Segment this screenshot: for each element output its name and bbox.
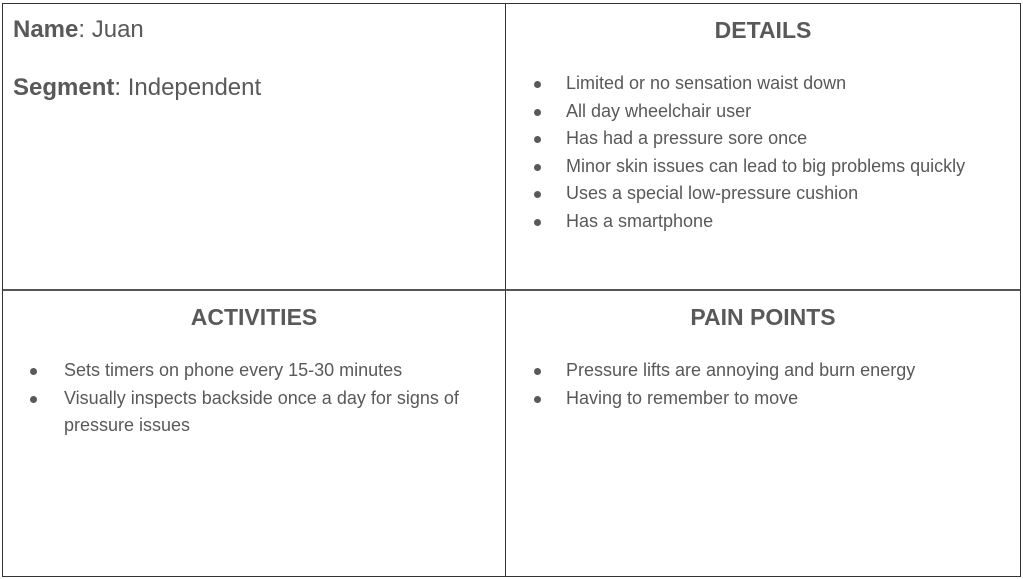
bullet-dot-icon (534, 81, 541, 88)
segment-value: Independent (127, 74, 262, 101)
list-item: Uses a special low-pressure cushion (506, 180, 1020, 208)
bullet-dot-icon (534, 164, 541, 171)
pain-points-cell (506, 291, 1020, 576)
name-value: Juan (91, 16, 144, 43)
bullet-dot-icon (30, 396, 37, 403)
bullet-dot-icon (534, 191, 541, 198)
pain-points-heading: PAIN POINTS (690, 304, 836, 330)
activities-heading: ACTIVITIES (190, 304, 318, 330)
list-item: Sets timers on phone every 15-30 minutes (3, 357, 505, 385)
profile-cell (3, 4, 506, 291)
activities-list (3, 357, 505, 440)
list-item: Has had a pressure sore once (506, 125, 1020, 153)
bullet-dot-icon (534, 396, 541, 403)
details-list (506, 70, 1020, 235)
list-item: All day wheelchair user (506, 98, 1020, 126)
details-cell (506, 4, 1020, 291)
list-item: Has a smartphone (506, 208, 1020, 236)
bullet-dot-icon (534, 219, 541, 226)
segment-label: Segment (13, 74, 115, 101)
persona-table (2, 3, 1021, 577)
details-heading: DETAILS (714, 17, 812, 43)
bullet-dot-icon (534, 109, 541, 116)
list-item: Having to remember to move (506, 385, 1020, 413)
activities-cell (3, 291, 506, 576)
list-item: Limited or no sensation waist down (506, 70, 1020, 98)
bullet-dot-icon (534, 368, 541, 375)
pain-points-list (506, 357, 1020, 412)
bullet-dot-icon (30, 368, 37, 375)
list-item: Minor skin issues can lead to big problems quickly (506, 153, 1020, 181)
segment-field: Segment: Independent (13, 74, 262, 101)
name-field: Name: Juan (13, 16, 144, 43)
bullet-dot-icon (534, 136, 541, 143)
list-item: Visually inspects backside once a day for signs of pressure issues (3, 385, 505, 440)
list-item: Pressure lifts are annoying and burn energy (506, 357, 1020, 385)
name-label: Name (13, 16, 79, 43)
